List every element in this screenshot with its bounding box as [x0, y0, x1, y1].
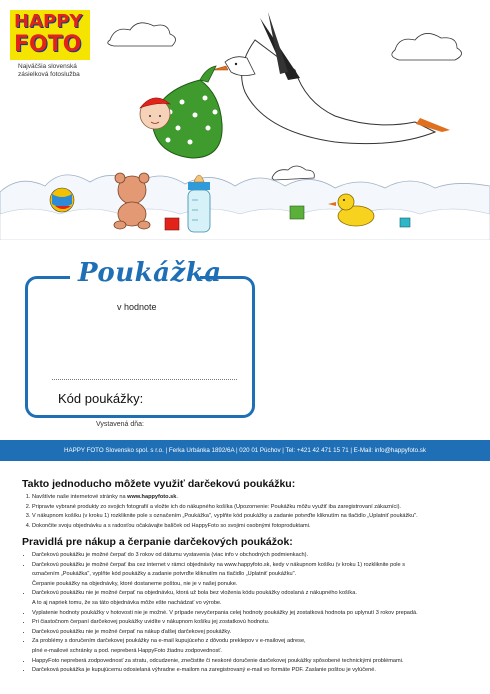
howto-step: 1. Navštívte naše internetové stránky na www.happyfoto.sk. [32, 493, 477, 503]
howto-step: 3. V nákupnom košíku (v kroku 1) rozkliknite pole s označením „Poukážka", vyplňte kód poukážky a zadanie potvrďte kliknutím na tlačidlo „Uplatniť poukážku". [32, 512, 477, 522]
rule-item: • Darčekovú poukážku je možné čerpať do 3 rokov od dátumu vystavenia (viac info v obchodných podmienkach). [32, 551, 477, 561]
baby-bundle-illustration [140, 66, 222, 158]
howto-heading: Takto jednoducho môžete využiť darčekovú poukážku: [22, 478, 296, 490]
rule-item: • Vyplatenie hodnoty poukážky v hotovosti nie je možné. V prípade nevyčerpania celej hodnoty poukážky jej zostatková hodnota po uplynutí 3 rokov prepadá. [32, 609, 477, 619]
tagline-line-2: zásielková fotoslužba [18, 71, 80, 79]
rule-item: • Za problémy s doručením darčekovej poukážky na e-mail kupujúceho z dôvodu preklepov v e-mailovej adrese, plné e-mailové schránky a pod. nepreberá HappyFoto žiadnu zodpovednosť. [32, 637, 477, 656]
rule-item: • Darčekovú poukážku je možné čerpať iba cez internet v rámci objednávky na www.happyfoto.sk, kedy v nákupnom košíku (v kroku 1) rozkliknite pole s označením „Poukážka", vyplňte kód poukážky a zadanie potvrďte kliknutím na tlačidlo „Uplatniť poukážku". [32, 561, 477, 580]
rule-item: • Darčekovú poukážku nie je možné čerpať na objednávku, ktorá už bola bez vloženia kódu poukážky odoslaná z nákupného košíka. A to aj napriek tomu, že sa táto objednávka môže ešte nachádzať vo výrobe. [32, 589, 477, 608]
company-info-band [0, 440, 490, 461]
howto-step: 2. Pripravte vybrané produkty zo svojich fotografií a vložte ich do nákupného košíka (Upozornenie: Poukážku môžu využiť iba zaregistrovaní zákazníci). [32, 503, 477, 513]
logo-word-happy: HAPPY [14, 11, 83, 32]
value-dotted-line [52, 379, 237, 380]
stork-illustration [212, 12, 450, 144]
ball-illustration [50, 188, 74, 212]
company-info-text: HAPPY FOTO Slovensko spol. s r.o. | Ferka Urbánka 1892/6A | 020 01 Púchov | Tel: +421 42 471 15 71 | E-Mail: info@happyfoto.sk [64, 447, 426, 454]
voucher-value-label: v hodnote [117, 302, 157, 312]
rule-item: • HappyFoto nepreberá zodpovednosť za stratu, odcudzenie, znečistite či neskoré doručenie darčekovej poukážky spôsobené technickými problémami. [32, 657, 477, 667]
stork-baby-illustration [0, 0, 490, 240]
rules-section [22, 536, 477, 676]
voucher-code-label: Kód poukážky: [58, 391, 144, 406]
voucher-title: Poukážka [78, 258, 222, 288]
howto-step: 4. Dokončite svoju objednávku a s radosťou očakávajte balíček od HappyFoto so svojimi osobnými fotoproduktami. [32, 522, 477, 532]
rule-item: • Darčeková poukážka je kupujúcemu odosielaná výhradne e-mailom na zaregistrovaný e-mail vo formáte PDF. Zaslanie poštou je vylúčené. [32, 666, 477, 676]
rules-heading: Pravidlá pre nákup a čerpanie darčekových poukážok: [22, 536, 293, 548]
issued-date-label: Vystavená dňa: [96, 421, 144, 428]
cloud-band-illustration [0, 175, 490, 240]
rule-item: • Pri čiastočnom čerpaní darčekovej poukážky uvidíte v nákupnom košíku jej zostatkovú hodnotu. [32, 618, 477, 628]
logo-word-foto: FOTO [14, 32, 82, 57]
tagline-line-1: Najväčšia slovenská [18, 63, 77, 70]
rule-item: Čerpanie poukážky na objednávky, ktoré dostaneme poštou, nie je v našej ponuke. [32, 580, 238, 587]
baby-bottle-illustration [188, 175, 210, 232]
howto-steps [22, 493, 477, 531]
rule-item: • Darčekovú poukážku nie je možné čerpať na nákup ďalšej darčekovej poukážky. [32, 628, 477, 638]
howto-section [22, 478, 477, 531]
rules-list [22, 551, 477, 676]
